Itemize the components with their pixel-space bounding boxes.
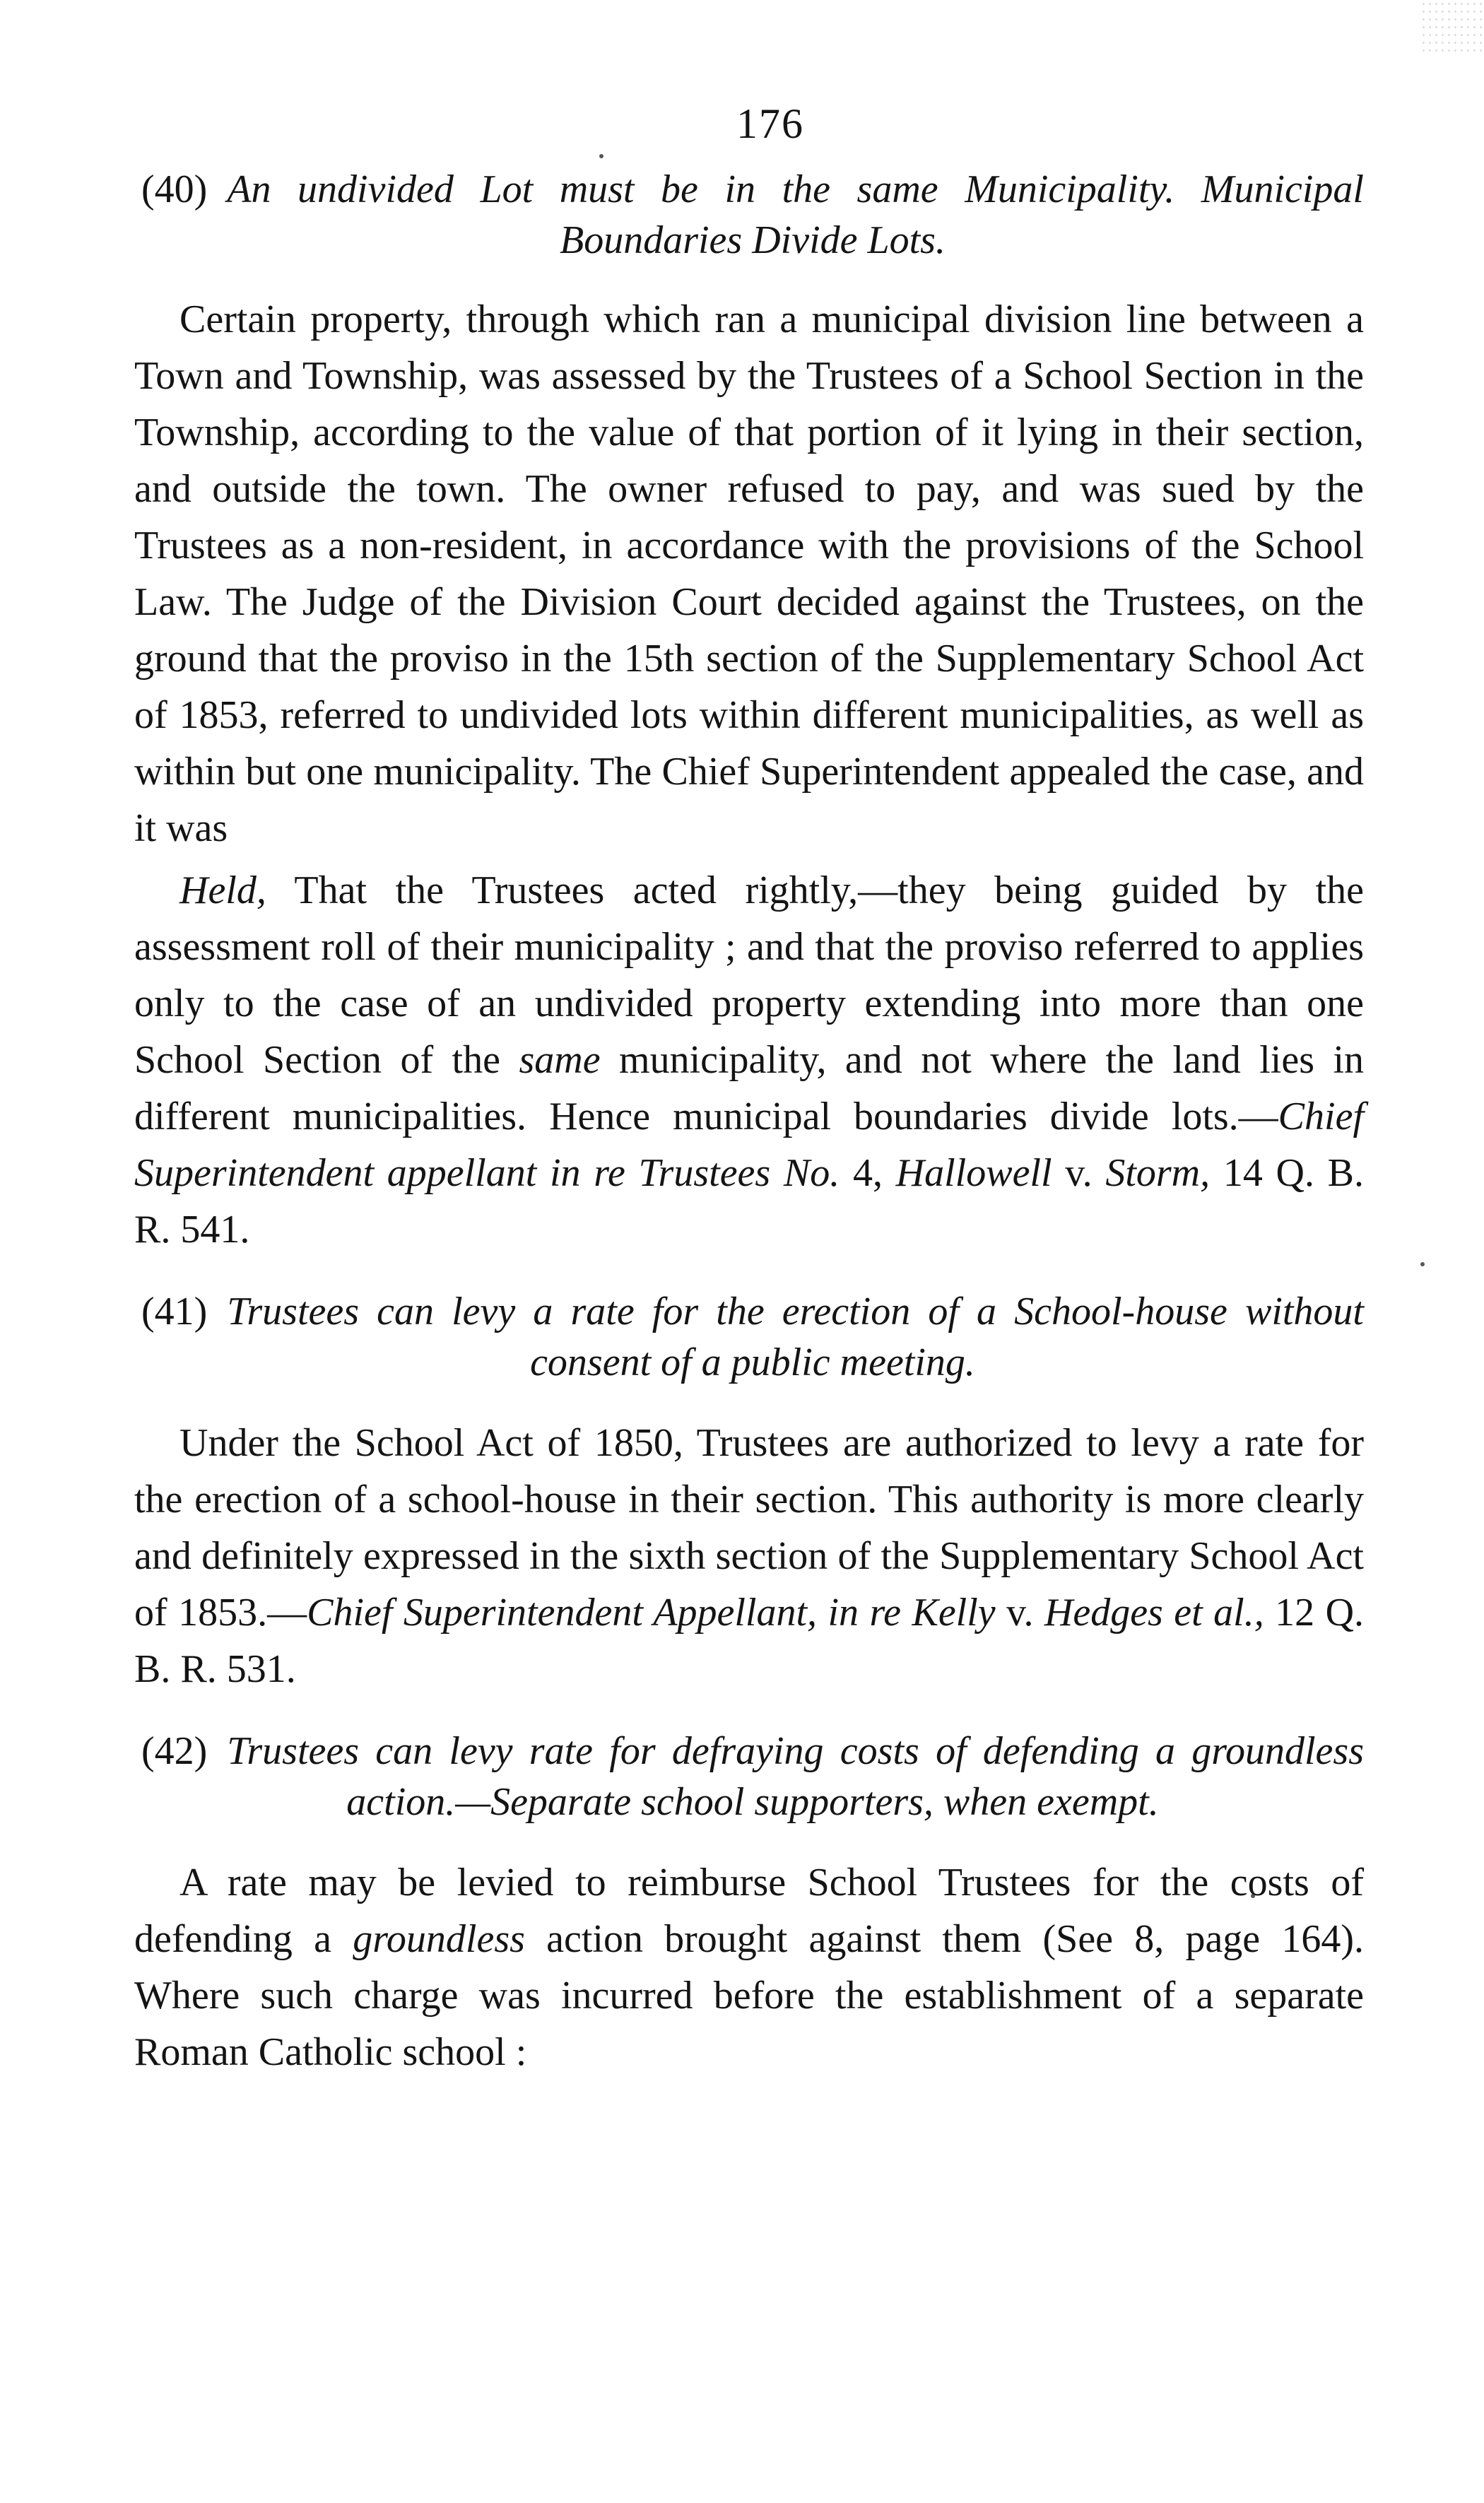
section-41-heading xyxy=(141,1286,1364,1388)
versus-40: v. xyxy=(1065,1151,1093,1195)
case-name-hedges: Hedges et al., xyxy=(1044,1591,1264,1635)
section-40-number: (40) xyxy=(141,167,208,211)
section-42-text: A rate may be levied to reimburse School Trustees for the costs of defending a xyxy=(134,1861,1364,1961)
citation-41: Chief Superintendent Appellant, in re Kelly xyxy=(307,1591,996,1635)
section-42-paragraph-1 xyxy=(134,1854,1364,2080)
case-name-storm: Storm, xyxy=(1105,1151,1211,1195)
citation-40: Chief Superintendent appellant in re Trustees No. xyxy=(134,1095,1364,1195)
section-40-heading xyxy=(141,164,1364,266)
section-41-number: (41) xyxy=(141,1290,208,1333)
section-40-paragraph-1: Certain property, through which ran a municipal division line between a Town and Township, was assessed by the Trustees of a School Section in the Township, according to the value of that portion of it lying in their section, and outside the town. The owner refused to pay, and was sued by the Trustees as a non-resident, in accordance with the provisions of the School Law. The Judge of the Division Court decided against the Trustees, on the ground that the proviso in the 15th section of the Supplementary School Act of 1853, referred to undivided lots within different municipalities, as well as within but one municipality. The Chief Superintendent appealed the case, and it was xyxy=(134,298,1364,850)
versus-41: v. xyxy=(1006,1591,1034,1635)
section-40-title: An undivided Lot must be in the same Municipality. Municipal Boundaries Divide Lots. xyxy=(227,167,1364,262)
held-text-continued: municipality, and not where the land lies in different municipalities. Hence municipal boundaries divide lots.— xyxy=(134,1038,1365,1138)
case-name-hallowell: Hallowell xyxy=(895,1151,1052,1195)
held-text: That the Trustees acted rightly,—they being guided by the assessment roll of their municipality ; and that the proviso referred to applies only to the case of an undivided property extending into more than one School Section of the xyxy=(134,868,1365,1082)
page-number: 176 xyxy=(736,100,804,147)
section-42-number: (42) xyxy=(141,1729,208,1773)
document-page xyxy=(134,92,1364,2424)
section-42-text-continued: action brought against them (See 8, page 164). Where such charge was incurred before the establishment of a separate Roman Catholic school : xyxy=(134,1917,1365,2074)
scan-corner-noise xyxy=(1420,0,1484,57)
section-41-text: Under the School Act of 1850, Trustees are authorized to levy a rate for the erection of a school-house in their section. This authority is more clearly and definitely expressed in the sixth section of the Supplementary School Act of 1853.— xyxy=(134,1421,1364,1635)
section-41-title: Trustees can levy a rate for the erection of a School-house without consent of a public meeting. xyxy=(227,1290,1364,1384)
report-40: 14 Q. B. R. 541. xyxy=(134,1151,1365,1252)
same-word: same xyxy=(519,1038,601,1082)
groundless-word: groundless xyxy=(353,1917,525,1961)
section-42-heading xyxy=(141,1726,1364,1827)
section-42-title: Trustees can levy rate for defraying costs of defending a groundless action.—Separate school supporters, when exempt. xyxy=(227,1729,1364,1824)
scan-speck xyxy=(1420,1262,1425,1266)
section-41-paragraph-1 xyxy=(134,1415,1364,1697)
held-word: Held, xyxy=(179,868,266,912)
section-40-paragraph-2 xyxy=(134,862,1364,1258)
citation-40-number: 4, xyxy=(852,1151,883,1195)
report-41: 12 Q. B. R. 531. xyxy=(134,1591,1365,1691)
